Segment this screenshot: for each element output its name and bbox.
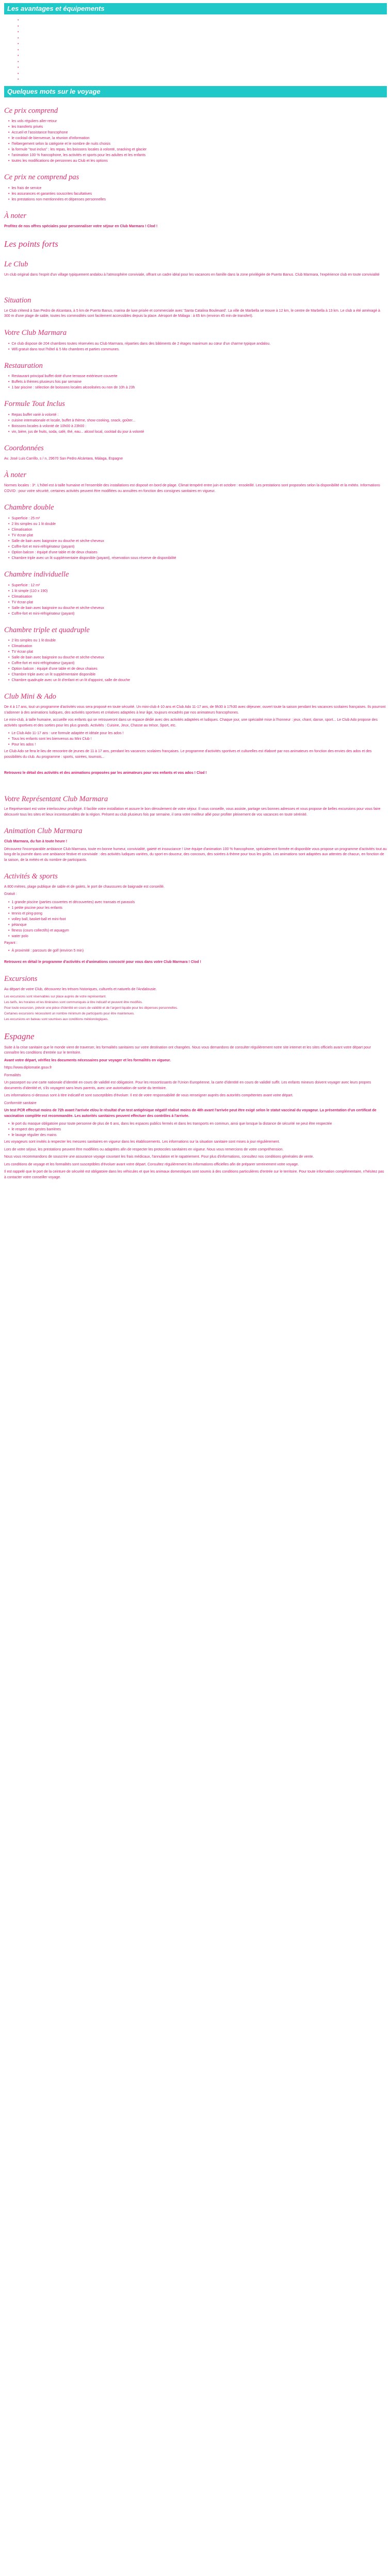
note-text: Profitez de nos offres spéciales pour personnaliser votre séjour en Club Marmara ! Clod ! — [4, 224, 158, 228]
activity-free-item: • fitness (cours collectifs) et aquagym — [8, 928, 387, 934]
double-room-item: • TV écran plat — [8, 533, 387, 538]
equipment-item: • Restaurant — [18, 41, 387, 47]
formula-heading: Formule Tout Inclus — [4, 400, 65, 409]
activity-free-item: • 1 petite piscine pour les enfants — [8, 905, 387, 911]
triple-room-item: • Climatisation — [8, 643, 387, 649]
spain-insurance-text-2: Les conditions de voyage et les formalités sont susceptibles d'évoluer avant votre départ. Consultez régulièrement les informations officielles afin de préparer sereinement votre voyage. — [4, 1162, 299, 1166]
activities-paid-list — [8, 948, 387, 954]
spain-formal-text-2: Les informations ci-dessous sont à titre indicatif et sont susceptibles d'évoluer. Il est de votre responsabilité de vous renseigner auprès des autorités compétentes avant votre départ. — [4, 1094, 294, 1097]
excursion-smallprint-line: Les excursions sont réservables sur place auprès de votre représentant. — [4, 995, 107, 998]
equipment-item: • Cocktail de bienvenue — [18, 36, 387, 42]
spain-rule-item: • le port du masque obligatoire pour toute personne de plus de 6 ans, dans les espaces publics fermés et dans les transports en commun, ainsi que lorsque la distance de sécurité ne peut être respectée — [8, 1121, 387, 1127]
equipment-item: • Salle de sport — [18, 77, 387, 83]
note2-heading: À noter — [4, 471, 27, 480]
price-includes-item: • toutes les modifications de personnes au Club et les options — [8, 158, 387, 164]
restaurant-item: • Buffets à thèmes plusieurs fois par semaine — [8, 379, 387, 385]
single-room-item: • Climatisation — [8, 594, 387, 600]
price-excludes-item: • les prestations non mentionnées et dépenses personnelles — [8, 197, 387, 202]
triple-room-item: • Salle de bain avec baignoire ou douche et sèche-cheveux — [8, 655, 387, 660]
equipment-list — [18, 18, 387, 83]
note-heading: À noter — [4, 212, 27, 220]
kids-text-3: Le Club Ado se fera le lieu de rencontre de jeunes de 11 à 17 ans, pendant les vacances scolaires françaises. Le programme d'activités sportives et culturelles est élaboré par nos animateurs en fonction des envies des ados et des possibilités du club. Au programme : sports, soirées, tournois... — [4, 750, 372, 759]
double-room-heading: Chambre double — [4, 503, 54, 512]
spain-rule-item: • le respect des gestes barrières — [8, 1127, 387, 1132]
double-room-item: • Superficie : 25 m² — [8, 516, 387, 521]
activity-free-item: • pétanque — [8, 922, 387, 928]
activities-free-list — [8, 900, 387, 939]
formula-item: • cuisine internationale et locale, buffet à thème, show cooking, snack, goûter... — [8, 418, 387, 423]
club-text: Un club original dans l'esprit d'un village typiquement andalou à l'atmosphère conviviale, offrant un cadre idéal pour les vacances en famille dans la zone privilégiée de Puerto Banus. Club Marmara, l'expérience club en toute convivialité — [4, 273, 380, 277]
spain-insurance-text: Nous vous recommandons de souscrire une assurance voyage couvrant les frais médicaux, l'annulation et le rapatriement. Pour plus d'informations, consultez nos conditions générales de vente. — [4, 1155, 314, 1159]
price-includes-item: • les transferts privés — [8, 124, 387, 130]
location-heading: Situation — [4, 296, 31, 304]
activity-free-item: • 1 grande piscine (parties couvertes et découvertes) avec transats et parasols — [8, 900, 387, 905]
restaurant-item: • Restaurant principal buffet doté d'une terrasse extérieure couverte — [8, 374, 387, 379]
spain-intro: Suite à la crise sanitaire que le monde vient de traverser, les formalités sanitaires sur votre destination ont changées. Nous vous demandons de consulter régulièrement notre site internet et les sites officiels avant votre départ pour connaître les conditions d'entrée sur le territoire. — [4, 1045, 371, 1055]
triple-room-list — [8, 638, 387, 683]
single-room-item: • Superficie : 12 m² — [8, 583, 387, 588]
animation-subtitle: Club Marmara, du fun à toute heure ! — [4, 840, 68, 843]
kids-text: De 4 à 17 ans, tout un programme d'activités vous sera proposé en toute sécurité. Un mini-club 4-10 ans et Club Ado 11-17 ans, de 9h30 à 17h30 avec déjeuner, ouvert toute la saison pendant les vacances scolaires françaises. Ils pourront s'adonner à des animations ludiques, des activités sportives et créatives adaptées à leur âge, toujours encadrés par nos animateurs francophones. — [4, 705, 386, 715]
triple-room-item: • Chambre quadruple avec un lit d'enfant et un lit d'appoint, salle de douche — [8, 677, 387, 683]
single-room-item: • 1 lit simple (110 x 190) — [8, 588, 387, 594]
formula-item: • Boissons locales à volonté de 10h00 à 23h00 : — [8, 423, 387, 429]
double-room-list — [8, 516, 387, 561]
price-includes-item: • les vols réguliers aller-retour — [8, 118, 387, 124]
triple-room-item: • Chambre triple avec un lit supplémentaire disponible — [8, 672, 387, 677]
voyage-header: Quelques mots sur le voyage — [4, 86, 387, 97]
single-room-item: • Coffre-fort et mini-réfrigérateur (payant) — [8, 611, 387, 617]
spain-rules-list — [8, 1121, 387, 1138]
spain-rules-heading: Conformité sanitaire — [4, 1101, 37, 1105]
triple-room-item: • Coffre-fort et mini-réfrigérateur (payant) — [8, 660, 387, 666]
animation-heading: Animation Club Marmara — [4, 827, 83, 836]
representative-heading: Votre Représentant Club Marmara — [4, 794, 108, 803]
price-includes-item: • Accueil et l'assistance francophone — [8, 130, 387, 135]
formula-item: • Repas buffet varié à volonté : — [8, 412, 387, 418]
kids-text-2: Le mini-club, à taille humaine, accueille vos enfants qui se retrouveront dans un espace dédié avec des activités adaptées et ludiques. Chaque jour, une spécialité mise à l'honneur : jeux, chant, danse, sport... Le Club Ado propose des activités sportives et des sorties pour les plus grands. Activités : Cuisine, Jeux, Chasse au trésor, Sport, etc. — [4, 718, 378, 727]
activities-heading: Activités & sports — [4, 872, 58, 880]
restaurant-item: • 1 bar piscine : sélection de boissons locales alcoolisées ou non de 10h à 23h — [8, 385, 387, 391]
rooms-list — [8, 341, 387, 352]
excursions-text: Au départ de votre Club, découvrez les trésors historiques, culturels et naturels de l'Andalousie. — [4, 987, 157, 991]
coordinates-heading: Coordonnées — [4, 444, 44, 452]
double-room-item: • Coffre-fort et mini-réfrigérateur (payant) — [8, 544, 387, 550]
activities-free-label: Gratuit : — [4, 892, 17, 896]
equipment-item: • Club enfant — [18, 59, 387, 65]
rooms-item: • Wifi gratuit dans tout l'hôtel & 5 Mo chambres et parties communes. — [8, 347, 387, 352]
activities-paid-label: Payant : — [4, 941, 18, 945]
excursions-heading: Excursions — [4, 974, 38, 983]
double-room-item: • Climatisation — [8, 527, 387, 533]
excursion-smallprint-line: Les excursions en bateau sont soumises aux conditions météorologiques. — [4, 1018, 109, 1021]
single-room-item: • TV écran plat — [8, 600, 387, 605]
equipment-item: • Piscine — [18, 53, 387, 59]
location-text: Le Club s'étend à San Pedro de Alcantara, à 5 km de Puerto Banus, marina de luxe prisée et commerciale avec 'Santa Catalina Boulevard'. La ville de Marbella se trouve à 12 km, le centre de Marbella à 13 km. Le club a été aménagé à 300 m d'une plage de sable, toutes les commodités sont facilement accessibles depuis la place. Aéroport de Málaga : à 65 km (environ 45 min de transfert). — [4, 309, 380, 318]
rooms-item: • Ce club dispose de 204 chambres toutes réservées au Club Marmara, réparties dans des bâtiments de 2 étages maximum au cœur d'un charme typique andalou. — [8, 341, 387, 347]
equipment-item: • Sèche-cheveux — [18, 24, 387, 30]
kids-item: • Le Club Ado 11-17 ans : une formule adaptée et idéale pour les ados ! — [8, 731, 387, 736]
double-room-item: • 2 lits simples ou 1 lit double — [8, 521, 387, 527]
activity-free-item: • water polo — [8, 934, 387, 939]
single-room-list — [8, 583, 387, 617]
price-includes-item: • l'animation 100 % francophone, les activités et sports pour les adultes et les enfants — [8, 152, 387, 158]
club-heading: Le Club — [4, 260, 28, 268]
activities-note: Retrouvez en détail le programme d'activités et d'animations concocté pour vous dans votre Club Marmara ! Clod ! — [4, 960, 201, 964]
kids-note: Retrouvez le détail des activités et des animations proposées par les animateurs pour vos enfants et vos ados ! Clod ! — [4, 771, 207, 775]
restaurant-heading: Restauration — [4, 361, 43, 370]
single-room-heading: Chambre individuelle — [4, 570, 69, 579]
triple-room-item: • 2 lits simples ou 1 lit double — [8, 638, 387, 643]
formula-list — [8, 412, 387, 435]
triple-room-item: • TV écran plat — [8, 649, 387, 655]
spain-formal-heading: Formalités — [4, 1073, 21, 1077]
price-includes-item: • le cocktail de bienvenue, la réunion d'information — [8, 135, 387, 141]
activity-free-item: • tennis et ping-pong — [8, 911, 387, 917]
excursion-smallprint-line: Les tarifs, les horaires et les itinéraires sont communiqués à titre indicatif et peuvent être modifiés. — [4, 1001, 143, 1004]
rooms-heading: Votre Club Marmara — [4, 328, 67, 337]
price-excludes-item: • les frais de service — [8, 185, 387, 191]
kids-list — [8, 731, 387, 748]
double-room-item: • Chambre triple avec un lit supplémentaire disponible (payant), réservation sous réserve de disponibilité — [8, 555, 387, 561]
single-room-item: • Salle de bain avec baignoire ou douche et sèche-cheveux — [8, 605, 387, 611]
equipment-item: • Climatisation — [18, 29, 387, 36]
activity-free-item: • volley ball, basket-ball et mini-foot — [8, 917, 387, 922]
kids-heading: Club Mini & Ado — [4, 692, 56, 701]
equipment-item: • Parking — [18, 65, 387, 71]
kids-item: • Tous les enfants sont les bienvenus au Mini Club ! — [8, 736, 387, 742]
activities-text: A 800 mètres, plage publique de sable et de galets, le port de chaussures de baignade est conseillé. — [4, 885, 165, 889]
price-excludes-list — [8, 185, 387, 202]
price-includes-list — [8, 118, 387, 164]
spain-rules-text-3: Lors de votre séjour, les prestations peuvent être modifiées ou adaptées afin de respecter les protocoles sanitaires en vigueur. Nous vous remercions de votre compréhension. — [4, 1147, 284, 1151]
strong-points-heading: Les points forts — [4, 239, 58, 249]
spain-heading: Espagne — [4, 1031, 35, 1041]
formula-item: • vin, bière, jus de fruits, soda, café, thé, eau... alcool local, cocktail du jour à volonté — [8, 429, 387, 435]
restaurant-list — [8, 374, 387, 391]
animation-text: Découvrez l'incomparable ambiance Club Marmara, toute en bonne humeur, convivialité, gaieté et insouciance ! Une équipe d'animation 100 % francophone, spécialement formée et disponible vous propose un programme d'activités tout au long de la journée dans une ambiance festive et conviviale : des activités ludiques variées, du sport en douceur, des concours, des soirées à thème pour tous les goûts. Les animations sont adaptées aux attentes de chacun, en fonction de la saison, de la météo et du nombre de participants. — [4, 847, 387, 862]
double-room-item: • Salle de bain avec baignoire ou douche et sèche-cheveux — [8, 538, 387, 544]
coordinates-text: Av. José Luis Carrillo, s / n, 29670 San Pedro Alcántara, Málaga, Espagne — [4, 456, 123, 461]
equipment-item: • Wi-Fi à bord (dans l'ensemble de l'hôtel) — [18, 18, 387, 24]
price-excludes-heading: Ce prix ne comprend pas — [4, 173, 79, 182]
spain-intro-bold: Avant votre départ, vérifiez les documents nécessaires pour voyager et les formalités en vigueur. — [4, 1058, 171, 1062]
excursion-smallprint-line: Pour toute excursion, prévoir une pièce d'identité en cours de validité et de l'argent liquide pour les dépenses personnelles. — [4, 1006, 178, 1010]
activity-paid-item: • À proximité : parcours de golf (environ 5 min) — [8, 948, 387, 954]
note2-text: Normes locales : 3*. L'hôtel est à taille humaine et l'ensemble des installations est disposé en bord de plage. Climat tempéré entre juin et octobre : ensoleillé. Les prestations sont proposées selon la disponibilité et la météo. Informations COVID : pour votre sécurité, certaines activités peuvent être modifiées ou annulées en fonction des consignes sanitaires en vigueur. — [4, 484, 380, 493]
representative-text: Le Représentant est votre interlocuteur privilégié. Il facilite votre installation et assure le bon déroulement de votre séjour. Il vous conseille, vous assiste, partage ses bonnes adresses et vous propose de belles excursions pour vous faire découvrir tous les sites et lieux incontournables de la région. Présent au club plusieurs fois par semaine, il sera votre meilleur allié pour profiter pleinement de vos vacances en toute sérénité. — [4, 807, 381, 817]
price-excludes-item: • les assurances et garanties souscrites facultatives — [8, 191, 387, 197]
kids-item: • Pour les ados ! — [8, 742, 387, 748]
spain-formal-text: Un passeport ou une carte nationale d'identité en cours de validité est obligatoire. Pour les ressortissants de l'Union Européenne, la carte d'identité en cours de validité suffit. Les enfants mineurs doivent voyager avec leurs propres documents d'identité et, s'ils voyagent sans leurs parents, avec une autorisation de sortie du territoire. — [4, 1081, 371, 1090]
triple-room-item: • Option balcon : équipé d'une table et de deux chaises — [8, 666, 387, 672]
equipment-header: Les avantages et équipements — [4, 3, 387, 14]
spain-rules-text: Un test PCR effectué moins de 72h avant l'arrivée et/ou le résultat d'un test antigénique négatif réalisé moins de 48h avant l'arrivée peut être exigé selon le statut vaccinal du voyageur. La présentation d'un certificat de vaccination complète est recommandée. Les autorités sanitaires peuvent effectuer des contrôles à l'arrivée. — [4, 1109, 377, 1118]
excursions-smallprint — [4, 994, 387, 1022]
equipment-item: • Bar — [18, 47, 387, 54]
double-room-item: • Option balcon : équipé d'une table et de deux chaises — [8, 550, 387, 555]
spain-link[interactable]: https://www.diplomatie.gouv.fr — [4, 1066, 52, 1070]
triple-room-heading: Chambre triple et quadruple — [4, 625, 90, 634]
spain-rule-item: • le lavage régulier des mains — [8, 1132, 387, 1138]
price-includes-heading: Ce prix comprend — [4, 106, 58, 115]
price-includes-item: • la formule "tout inclus" : les repas, les boissons locales à volonté, snacking et glacier — [8, 147, 387, 152]
spain-final-text: Il est rappelé que le port de la ceinture de sécurité est obligatoire dans les véhicules et que les animaux domestiques sont soumis à des conditions particulières d'entrée sur le territoire. Pour toute information complémentaire, n'hésitez pas à contacter votre conseiller voyage. — [4, 1170, 384, 1179]
equipment-item: • Animations — [18, 71, 387, 77]
excursion-smallprint-line: Certaines excursions nécessitent un nombre minimum de participants pour être maintenues. — [4, 1012, 135, 1015]
spain-rules-text-2: Les voyageurs sont invités à respecter les mesures sanitaires en vigueur dans les établissements. Les informations sur la situation sanitaire sont mises à jour régulièrement. — [4, 1140, 280, 1144]
price-includes-item: • l'hébergement selon la catégorie et le nombre de nuits choisis — [8, 141, 387, 147]
